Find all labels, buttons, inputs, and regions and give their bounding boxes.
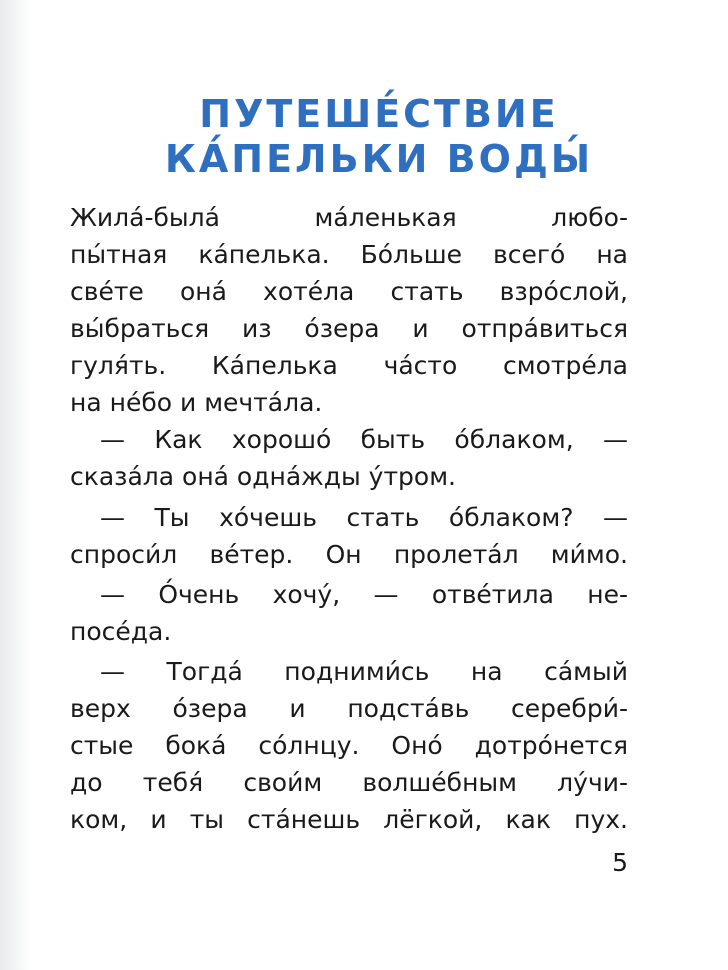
story-line: верх о́зера и подста́вь серебри́- (70, 694, 628, 723)
story-line: гуля́ть. Ка́пелька ча́сто смотре́ла (70, 351, 628, 380)
story-line: посе́да. (70, 617, 172, 646)
story-line: све́те она́ хоте́ла стать взро́слой, (70, 277, 628, 306)
story-line: до тебя́ свои́м волше́бным лу́чи- (70, 768, 628, 797)
story-line: на не́бо и мечта́ла. (70, 388, 323, 417)
story-line: вы́браться из о́зера и отпра́виться (70, 314, 628, 343)
dialogue-line: — О́чень хочу́, — отве́тила не- (100, 580, 628, 609)
dialogue-line: — Тогда́ подними́сь на са́мый (100, 657, 628, 686)
dialogue-line: — Как хорошо́ быть о́блаком, — (100, 425, 628, 454)
story-line: Жила́-была́ ма́ленькая любо- (70, 203, 628, 232)
page-number: 5 (612, 848, 628, 877)
story-line: пы́тная ка́пелька. Бо́льше всего́ на (70, 240, 628, 269)
dialogue-line: — Ты хо́чешь стать о́блаком? — (100, 503, 628, 532)
page-gutter-shadow (0, 0, 30, 970)
story-title-line-2: КА́ПЕЛЬКИ ВОДЫ́ (164, 137, 594, 181)
story-line: ком, и ты ста́нешь лёгкой, как пух. (70, 805, 628, 834)
story-line: спроси́л ве́тер. Он пролета́л ми́мо. (70, 540, 628, 569)
story-title-line-1: ПУТЕШЕ́СТВИЕ (199, 92, 559, 136)
story-line: стые бока́ со́лнцу. Оно́ дотро́нется (70, 731, 628, 760)
story-line: сказа́ла она́ одна́жды у́тром. (70, 462, 456, 491)
